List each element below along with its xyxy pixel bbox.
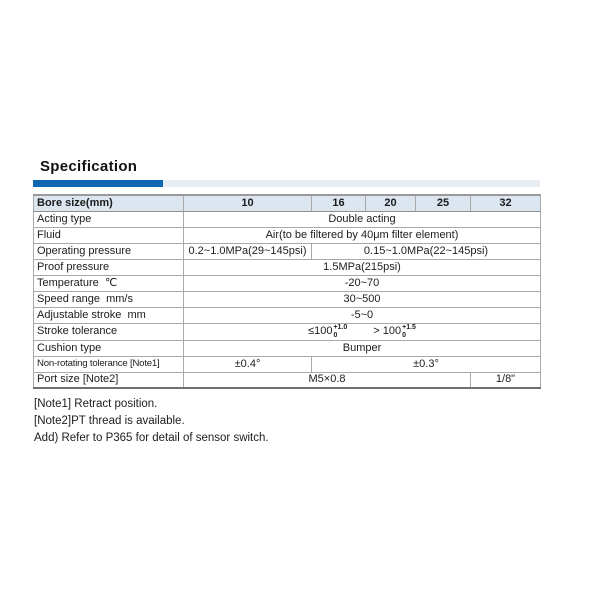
row-label-port-size: Port size [Note2] <box>34 372 184 388</box>
tolerance-gt-sup: +1.5 <box>402 323 416 331</box>
value-non-rotating-bore10: ±0.4° <box>184 356 312 372</box>
section-title: Specification <box>40 158 138 175</box>
row-label-stroke-tolerance: Stroke tolerance <box>34 323 184 340</box>
tolerance-le-sub: 0 <box>333 331 338 339</box>
row-label-temperature: Temperature ℃ <box>34 275 184 291</box>
tolerance-le-sup: +1.0 <box>333 323 348 331</box>
value-temperature: -20~70 <box>184 275 541 291</box>
value-port-size-bore32: 1/8" <box>471 372 541 388</box>
table-row-speed-range <box>34 291 541 307</box>
tolerance-gt-stack <box>402 324 416 340</box>
row-label-cushion-type: Cushion type <box>34 340 184 356</box>
table-row-header <box>34 195 541 211</box>
value-operating-pressure-bore10: 0.2~1.0MPa(29~145psi) <box>184 243 312 259</box>
row-label-speed-range: Speed range mm/s <box>34 291 184 307</box>
accent-bar-light <box>163 180 540 187</box>
accent-bar <box>33 180 540 187</box>
header-bore-20: 20 <box>366 195 416 211</box>
header-bore-32: 32 <box>471 195 541 211</box>
table-row-cushion-type <box>34 340 541 356</box>
accent-bar-dark <box>33 180 163 187</box>
table-row-adjustable-stroke <box>34 307 541 323</box>
value-port-size-bore10-25: M5×0.8 <box>184 372 471 388</box>
footnotes <box>34 396 540 447</box>
row-label-operating-pressure: Operating pressure <box>34 243 184 259</box>
tolerance-le-100 <box>308 324 347 340</box>
table-row-port-size <box>34 372 541 388</box>
specification-table <box>33 194 541 389</box>
header-bore-16: 16 <box>312 195 366 211</box>
value-acting-type: Double acting <box>184 211 541 227</box>
value-fluid: Air(to be filtered by 40μm filter element) <box>184 227 541 243</box>
table-row-fluid <box>34 227 541 243</box>
note-1: [Note1] Retract position. <box>34 398 158 411</box>
tolerance-gt-base: > 100 <box>373 325 402 338</box>
row-label-adjustable-stroke: Adjustable stroke mm <box>34 307 184 323</box>
table-row-stroke-tolerance <box>34 323 541 340</box>
row-label-proof-pressure: Proof pressure <box>34 259 184 275</box>
value-cushion-type: Bumper <box>184 340 541 356</box>
note-2: [Note2]PT thread is available. <box>34 415 185 428</box>
tolerance-gt-100 <box>373 324 416 340</box>
tolerance-le-stack <box>333 324 347 340</box>
note-3: Add) Refer to P365 for detail of sensor switch. <box>34 432 269 445</box>
value-non-rotating-bore16-32: ±0.3° <box>312 356 541 372</box>
value-speed-range: 30~500 <box>184 291 541 307</box>
value-stroke-tolerance <box>184 323 541 340</box>
stroke-tolerance-values <box>308 324 416 340</box>
value-proof-pressure: 1.5MPa(215psi) <box>184 259 541 275</box>
table-row-temperature <box>34 275 541 291</box>
table-row-non-rotating-tolerance <box>34 356 541 372</box>
tolerance-gt-sub: 0 <box>402 331 407 339</box>
row-label-fluid: Fluid <box>34 227 184 243</box>
row-label-non-rotating-tolerance: Non-rotating tolerance [Note1] <box>34 356 184 372</box>
table-row-proof-pressure <box>34 259 541 275</box>
header-bore-10: 10 <box>184 195 312 211</box>
row-label-acting-type: Acting type <box>34 211 184 227</box>
value-operating-pressure-bore16-32: 0.15~1.0MPa(22~145psi) <box>312 243 541 259</box>
value-adjustable-stroke: -5~0 <box>184 307 541 323</box>
table-row-acting-type <box>34 211 541 227</box>
header-bore-size-label: Bore size(mm) <box>34 195 184 211</box>
tolerance-le-base: ≤100 <box>308 325 333 338</box>
table-row-operating-pressure <box>34 243 541 259</box>
spec-section <box>33 158 540 447</box>
header-bore-25: 25 <box>416 195 471 211</box>
